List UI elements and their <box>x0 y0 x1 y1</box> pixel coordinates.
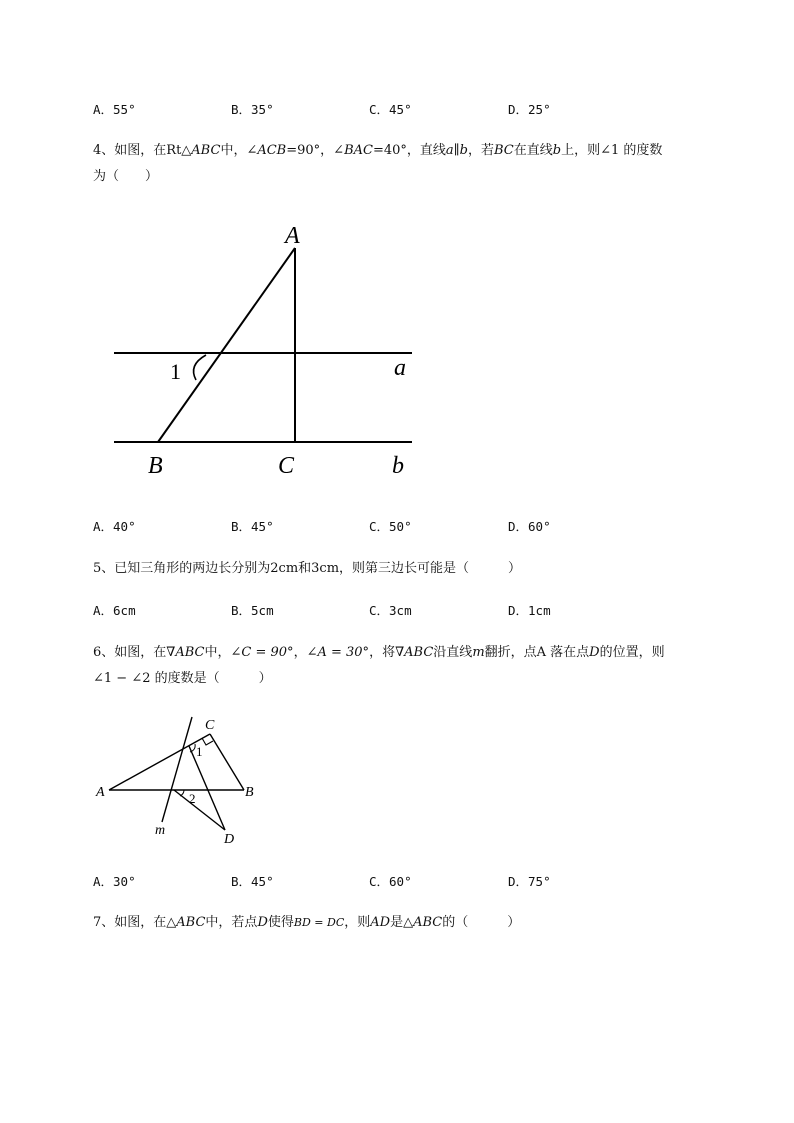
q4-text: 上，则∠1 的度数 <box>561 143 663 158</box>
q4-text: 中，∠ <box>220 143 258 158</box>
q4-text: ，若 <box>468 143 495 158</box>
option-d[interactable]: D．1cm <box>508 603 551 618</box>
q6-text: 中， <box>204 645 231 660</box>
label-2: 2 <box>189 791 196 806</box>
q6-text: ABC <box>404 645 434 660</box>
q6-text: ∠A = 30° <box>306 645 370 660</box>
q7-text: ，则 <box>344 915 371 930</box>
q6-text: D <box>589 645 600 660</box>
q7-text: △ABC <box>403 915 443 930</box>
question-5-stem: 5、已知三角形的两边长分别为2cm和3cm，则第三边长可能是（ ） <box>93 561 522 576</box>
option-c[interactable]: C．45° <box>369 102 412 117</box>
q7-text: 的（ ） <box>442 915 521 930</box>
segment-qd <box>174 790 225 830</box>
option-d[interactable]: D．75° <box>508 874 551 889</box>
label-D: D <box>224 832 235 847</box>
q7-text: 中，若点 <box>205 915 258 930</box>
q6-text: m <box>472 645 485 660</box>
q6-text: 6、如图，在 <box>93 645 167 660</box>
option-b[interactable]: B．35° <box>231 102 274 117</box>
label-A: A <box>285 223 300 249</box>
label-C: C <box>205 718 215 733</box>
option-a[interactable]: A．55° <box>93 102 136 117</box>
q4-figure <box>100 215 430 485</box>
q4-text: b <box>459 143 468 158</box>
question-7-stem <box>93 910 520 936</box>
segment-pd <box>189 746 225 830</box>
q7-text: 使得 <box>267 915 294 930</box>
option-b[interactable]: B．45° <box>231 519 274 534</box>
q6-text: ∇ <box>395 645 405 660</box>
option-a[interactable]: A．40° <box>93 519 136 534</box>
q4-text: Rt△ <box>166 143 192 158</box>
q6-text: ∠1 − ∠2 的度数是（ ） <box>93 671 272 686</box>
label-B: B <box>148 453 163 479</box>
q4-text: BAC <box>344 143 373 158</box>
q4-text: 4、如图，在 <box>93 143 167 158</box>
label-a: a <box>394 355 406 381</box>
label-1: 1 <box>170 359 181 384</box>
question-6-stem <box>93 640 665 692</box>
q4-text: 为（ ） <box>93 169 159 184</box>
q4-text: ABC <box>191 143 221 158</box>
q4-text: =90°，∠ <box>286 143 345 158</box>
q4-text: ACB <box>257 143 287 158</box>
q4-text: b <box>552 143 562 158</box>
option-a[interactable]: A．6cm <box>93 603 136 618</box>
label-b: b <box>392 453 404 479</box>
q7-text: BD = DC <box>293 916 345 929</box>
q6-text: ∠C = 90° <box>230 645 294 660</box>
q6-text: ， <box>293 645 307 660</box>
angle-2-arc <box>180 790 184 796</box>
option-d[interactable]: D．25° <box>508 102 551 117</box>
q4-text: BC <box>494 143 514 158</box>
right-angle-mark <box>202 738 213 745</box>
option-c[interactable]: C．60° <box>369 874 412 889</box>
q6-text: ，将 <box>369 645 396 660</box>
label-B: B <box>245 785 254 800</box>
q4-text: 在直线 <box>513 143 553 158</box>
option-d[interactable]: D．60° <box>508 519 551 534</box>
q7-text: 7、如图，在 <box>93 915 167 930</box>
q7-text: AD <box>370 915 391 930</box>
option-b[interactable]: B．5cm <box>231 603 274 618</box>
segment-ac <box>109 734 210 790</box>
question-4-stem <box>93 138 662 190</box>
q6-text: 的位置，则 <box>599 645 665 660</box>
q6-text: ABC <box>175 645 205 660</box>
q6-text: ∇ <box>166 645 176 660</box>
q6-figure <box>92 712 272 852</box>
label-m: m <box>155 823 166 838</box>
q6-text: 翻折，点A 落在点 <box>484 645 590 660</box>
q4-text: =40°，直线 <box>372 143 446 158</box>
label-A: A <box>96 785 105 800</box>
option-b[interactable]: B．45° <box>231 874 274 889</box>
q4-text: a <box>445 143 454 158</box>
label-C: C <box>278 453 295 479</box>
q7-text: D <box>257 915 268 930</box>
option-a[interactable]: A．30° <box>93 874 136 889</box>
q4-text: ∥ <box>453 143 460 158</box>
option-c[interactable]: C．3cm <box>369 603 412 618</box>
segment-ab <box>158 248 295 442</box>
option-c[interactable]: C．50° <box>369 519 412 534</box>
q6-text: 沿直线 <box>433 645 473 660</box>
q7-text: △ABC <box>166 915 206 930</box>
q7-text: 是 <box>390 915 404 930</box>
line-m <box>162 717 192 822</box>
segment-cb <box>210 734 244 790</box>
label-1: 1 <box>196 744 203 759</box>
